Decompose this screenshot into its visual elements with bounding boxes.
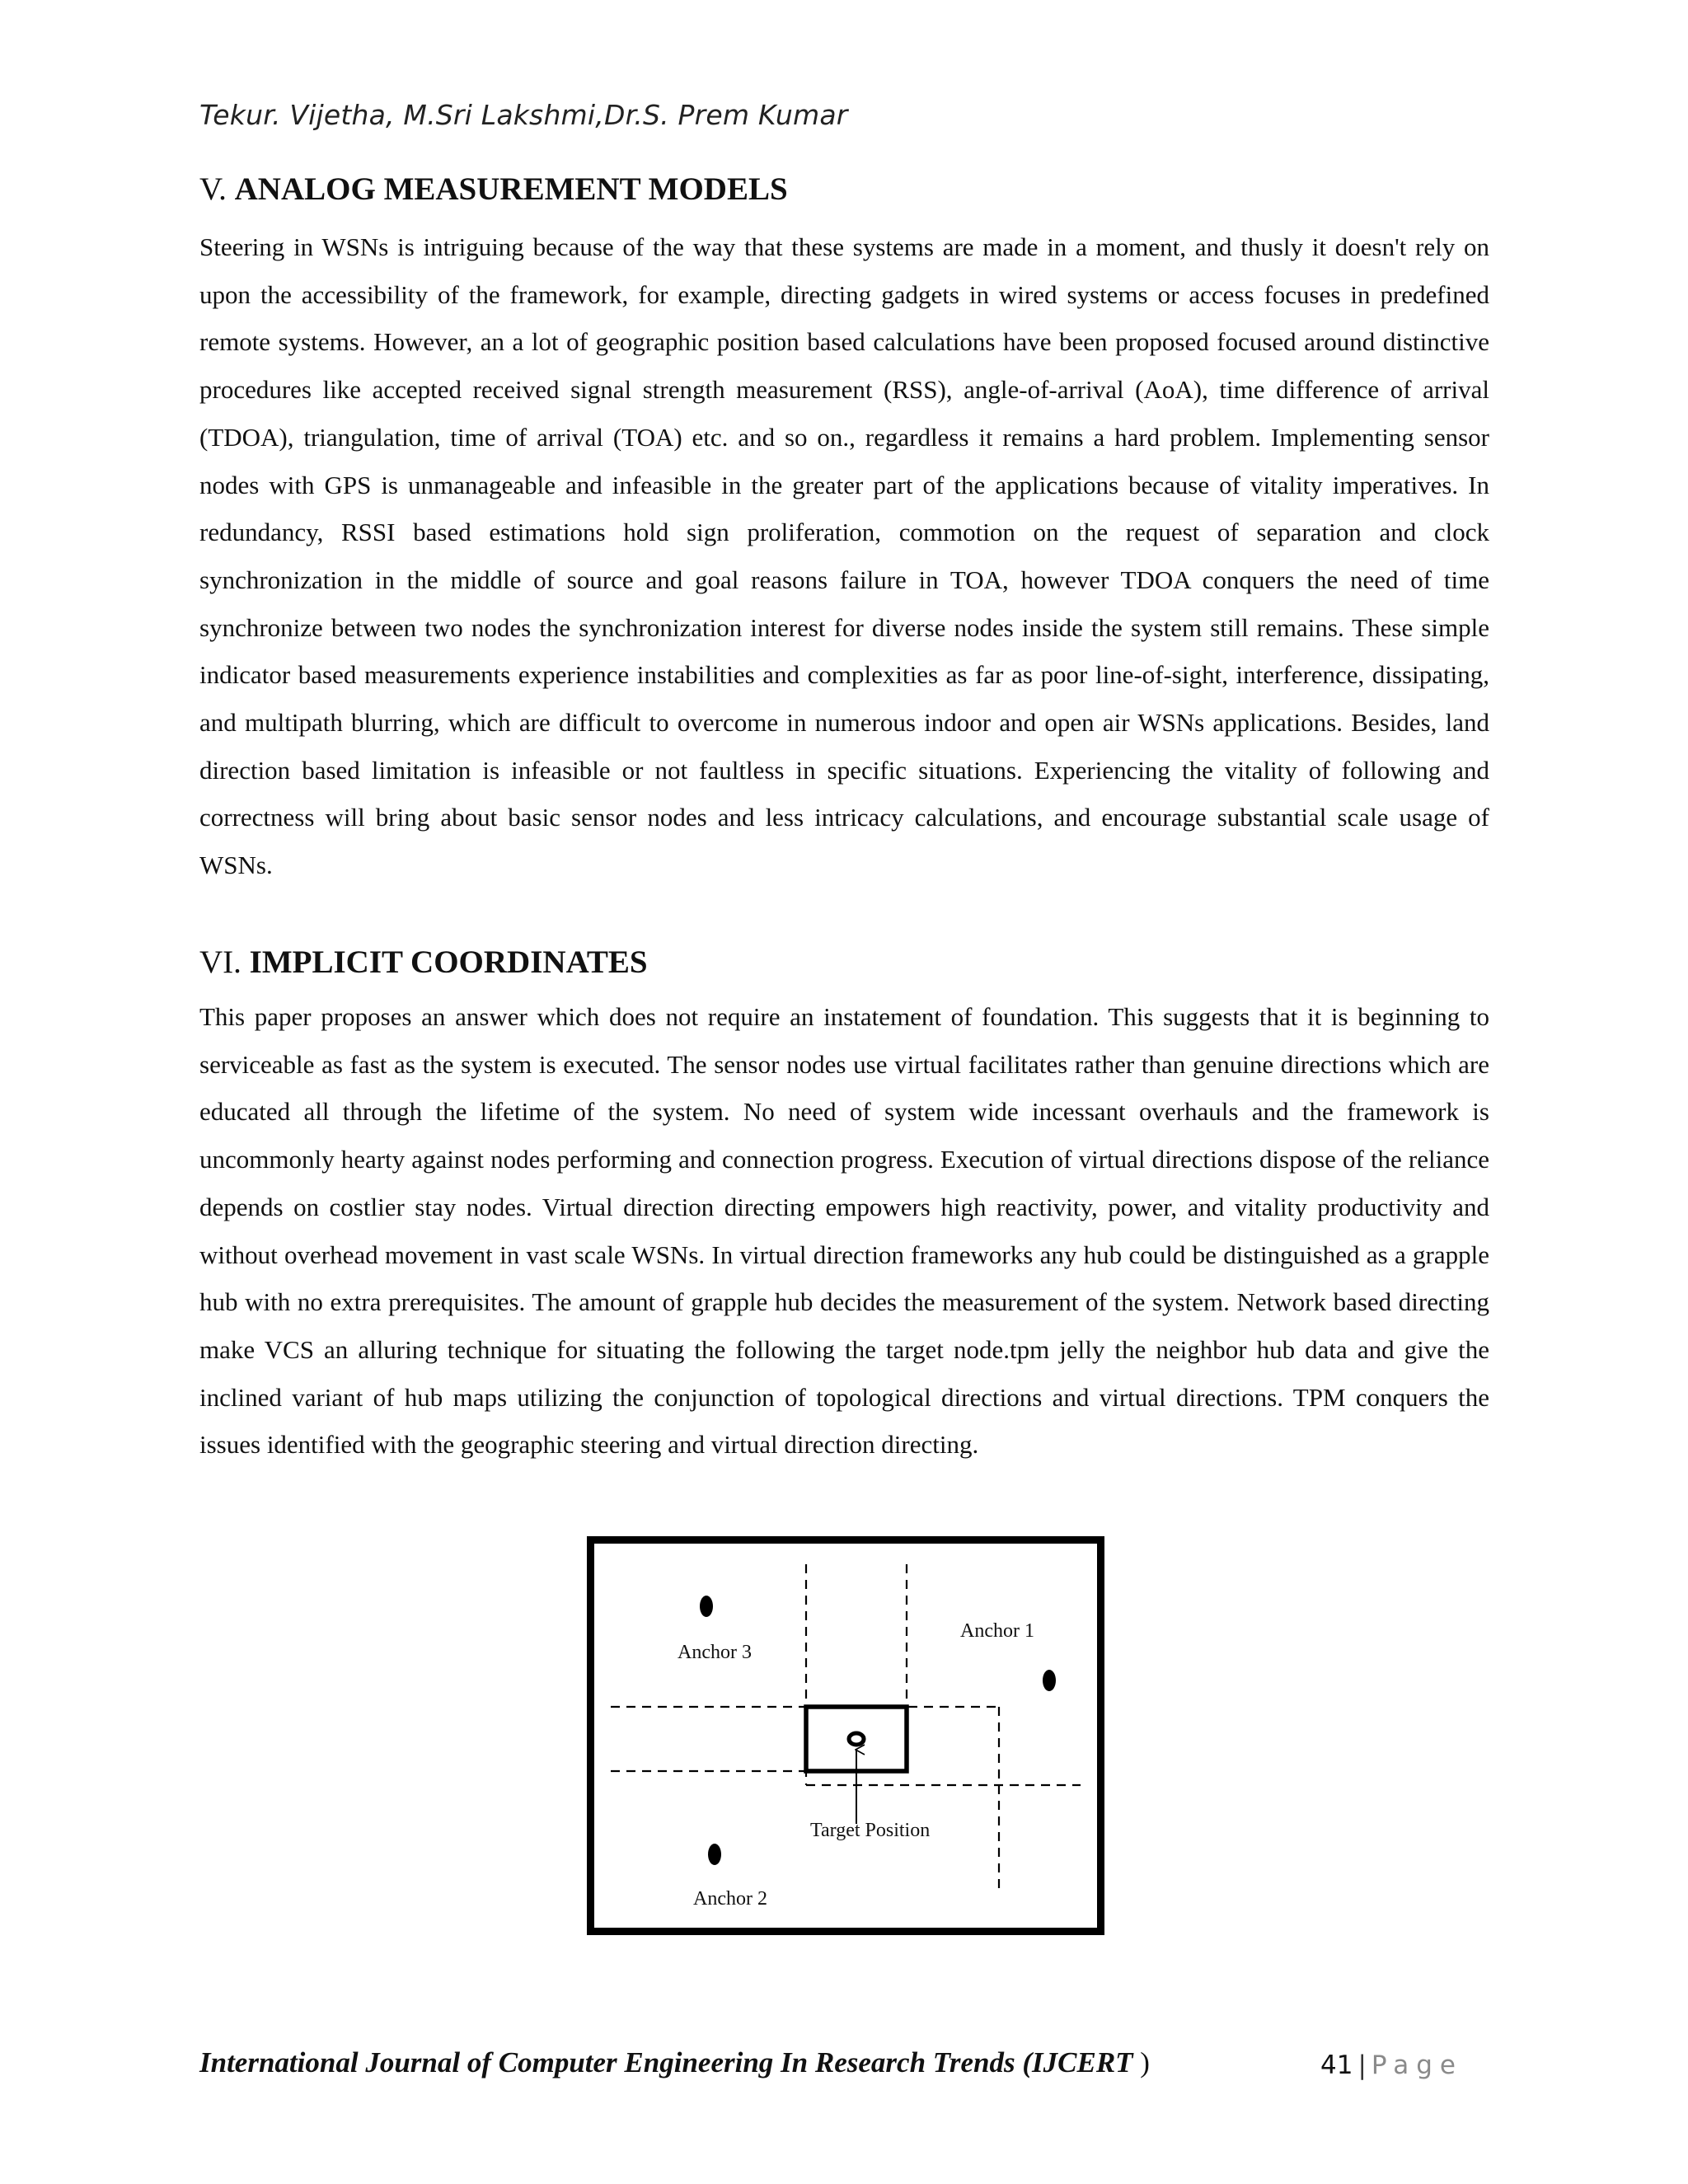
section-heading-implicit-coordinates [199,944,648,981]
section-number: V. [199,171,227,207]
anchor-localization-figure [587,1536,1104,1935]
anchor-1-node [1043,1670,1056,1691]
section-body-analog-measurement-models: Steering in WSNs is intriguing because of the way that these systems are made in a moment, and thusly it doesn't rely on upon the accessibility of the framework, for example, directing gadgets in wired systems or access focuses in predefined remote systems. However, an a lot of geographic position based calculations have been proposed focused around distinctive procedures like accepted received signal strength measurement (RSS), angle-of-arrival (AoA), time difference of arrival (TDOA), triangulation, time of arrival (TOA) etc. and so on., regardless it remains a hard problem. Implementing sensor nodes with GPS is unmanageable and infeasible in the greater part of the applications because of vitality imperatives. In redundancy, RSSI based estimations hold sign proliferation, commotion on the request of separation and clock synchronization in the middle of source and goal reasons failure in TOA, however TDOA conquers the need of time synchronize between two nodes the synchronization interest for diverse nodes inside the system still remains. These simple indicator based measurements experience instabilities and complexities as far as poor line-of-sight, interference, dissipating, and multipath blurring, which are difficult to overcome in numerous indoor and open air WSNs applications. Besides, land direction based limitation is infeasible or not faultless in specific situations. Experiencing the vitality of following and correctness will bring about basic sensor nodes and less intricacy calculations, and encourage substantial scale usage of WSNs. [199,232,1489,880]
footer-page-number [1320,2050,1463,2080]
anchor-2-label: Anchor 2 [693,1888,767,1910]
page-separator: | [1357,2050,1367,2080]
section-title: ANALOG MEASUREMENT MODELS [234,171,788,207]
section-number: VI. [199,944,241,980]
anchor-1-label: Anchor 1 [960,1620,1034,1642]
section-body-implicit-coordinates: This paper proposes an answer which does not require an instatement of foundation. This suggests that it is beginning to serviceable as fast as the system is executed. The sensor nodes use virtual facilitates rather than genuine directions which are educated all through the lifetime of the system. No need of system wide incessant overhauls and the framework is uncommonly hearty against nodes performing and connection progress. Execution of virtual directions dispose of the reliance depends on costlier stay nodes. Virtual direction directing empowers high reactivity, power, and vitality productivity and without overhead movement in vast scale WSNs. In virtual direction frameworks any hub could be distinguished as a grapple hub with no extra prerequisites. The amount of grapple hub decides the measurement of the system. Network based directing make VCS an alluring technique for situating the following the target node.tpm jelly the neighbor hub data and give the inclined variant of hub maps utilizing the conjunction of topological directions and virtual directions. TPM conquers the issues identified with the geographic steering and virtual direction directing. [199,1002,1489,1460]
section-title: IMPLICIT COORDINATES [249,944,648,980]
anchor-2-node [708,1844,721,1865]
anchor-3-node [700,1596,713,1617]
journal-close-paren: ) [1140,2046,1150,2079]
journal-title: International Journal of Computer Engineering In Research Trends (IJCERT [199,2046,1133,2079]
running-head-authors: Tekur. Vijetha, M.Sri Lakshmi,Dr.S. Prem Kumar [199,99,848,131]
page-word: Page [1371,2050,1463,2080]
footer-journal-name [199,2046,1150,2079]
target-position-label: Target Position [810,1820,931,1841]
anchor-3-label: Anchor 3 [678,1642,752,1663]
section-heading-analog-measurement-models [199,171,788,208]
page-number: 41 [1320,2050,1353,2080]
figure-drawing [594,1544,1097,1928]
target-node [849,1733,864,1745]
